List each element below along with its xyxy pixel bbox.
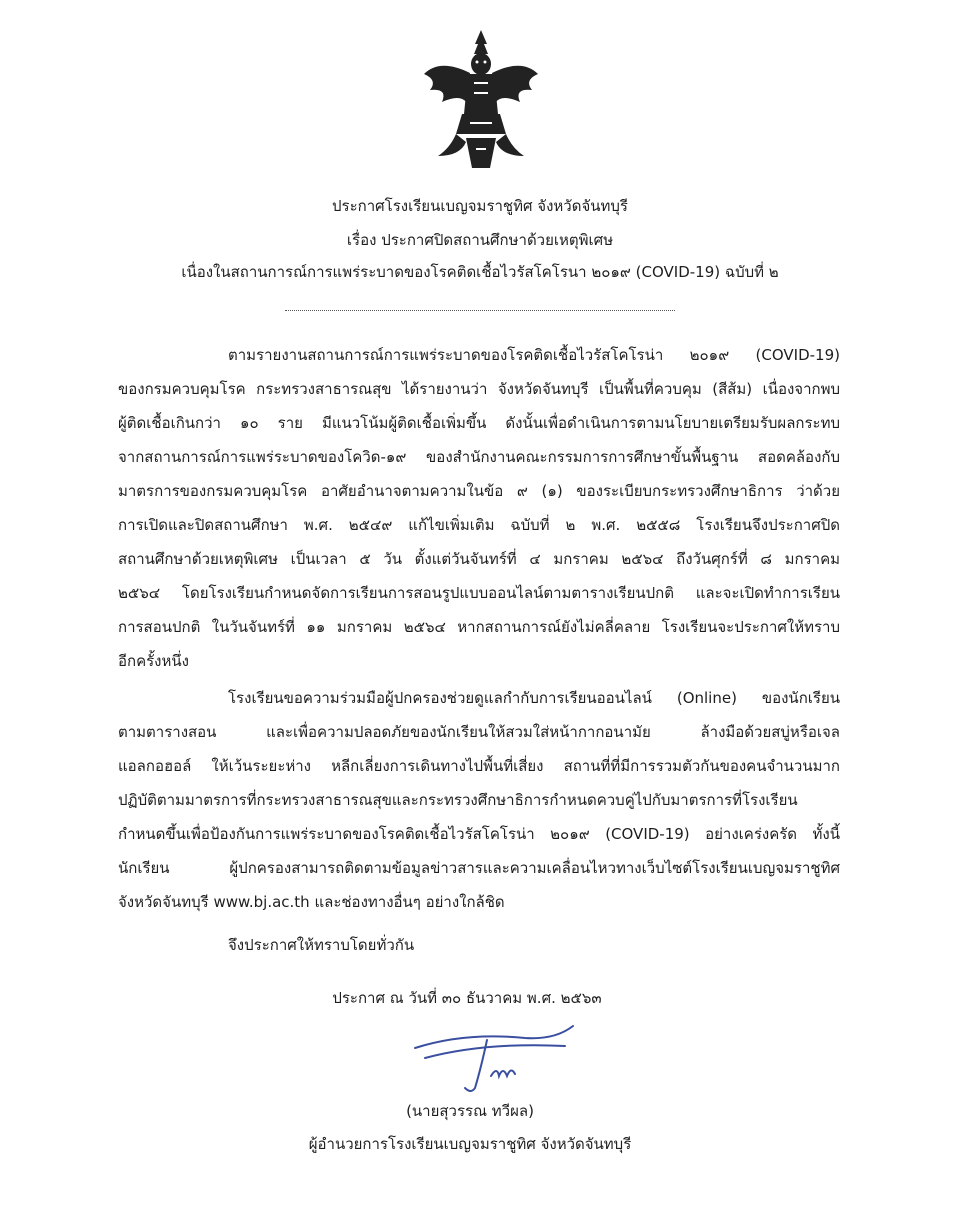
body-line: จังหวัดจันทบุรี www.bj.ac.th และช่องทางอื่นๆ อย่างใกล้ชิด <box>118 893 505 911</box>
body-line: โรงเรียนขอความร่วมมือผู้ปกครองช่วยดูแลกำกับการเรียนออนไลน์ (Online) ของนักเรียน <box>228 689 840 707</box>
signature <box>405 1018 585 1098</box>
body-line: การเปิดและปิดสถานศึกษา พ.ศ. ๒๕๔๙ แก้ไขเพิ่มเติม ฉบับที่ ๒ พ.ศ. ๒๕๕๘ โรงเรียนจึงประกาศปิด <box>118 516 840 534</box>
announcement-date: ประกาศ ณ วันที่ ๓๐ ธันวาคม พ.ศ. ๒๕๖๓ <box>332 989 602 1007</box>
body-line: กำหนดขึ้นเพื่อป้องกันการแพร่ระบาดของโรคติดเชื้อไวรัสโคโรน่า ๒๐๑๙ (COVID-19) อย่างเคร่งครัด ทั้งนี้ <box>118 825 840 843</box>
body-line: สถานศึกษาด้วยเหตุพิเศษ เป็นเวลา ๕ วัน ตั้งแต่วันจันทร์ที่ ๔ มกราคม ๒๕๖๔ ถึงวันศุกร์ที่ ๘ มกราคม <box>118 550 840 568</box>
announcement-subtitle: เนื่องในสถานการณ์การแพร่ระบาดของโรคติดเชื้อไวรัสโคโรนา ๒๐๑๙ (COVID-19) ฉบับที่ ๒ <box>181 263 779 281</box>
closing-line: จึงประกาศให้ทราบโดยทั่วกัน <box>228 936 415 954</box>
body-line: มาตรการของกรมควบคุมโรค อาศัยอำนาจตามความในข้อ ๙ (๑) ของระเบียบกระทรวงศึกษาธิการ ว่าด้วย <box>118 482 840 500</box>
body-line: ๒๕๖๔ โดยโรงเรียนกำหนดจัดการเรียนการสอนรูปแบบออนไลน์ตามตารางเรียนปกติ และจะเปิดทำการเรียน <box>118 584 840 602</box>
body-line: ตามรายงานสถานการณ์การแพร่ระบาดของโรคติดเชื้อไวรัสโคโรน่า ๒๐๑๙ (COVID-19) <box>228 346 840 364</box>
body-line: นักเรียน ผู้ปกครองสามารถติดตามข้อมูลข่าวสารและความเคลื่อนไหวทางเว็บไซต์โรงเรียนเบญจมราชูทิศ <box>118 859 840 877</box>
garuda-emblem-icon <box>420 28 542 173</box>
announcement-subject: เรื่อง ประกาศปิดสถานศึกษาด้วยเหตุพิเศษ <box>346 231 614 249</box>
signer-position: ผู้อำนวยการโรงเรียนเบญจมราชูทิศ จังหวัดจันทบุรี <box>308 1135 632 1153</box>
announcement-title: ประกาศโรงเรียนเบญจมราชูทิศ จังหวัดจันทบุรี <box>332 197 628 215</box>
body-line: แอลกอฮอล์ ให้เว้นระยะห่าง หลีกเลี่ยงการเดินทางไปพื้นที่เสี่ยง สถานที่ที่มีการรวมตัวกันของคนจำนวนมาก <box>118 757 840 775</box>
divider <box>285 310 675 311</box>
body-line: จากสถานการณ์การแพร่ระบาดของโควิด-๑๙ ของสำนักงานคณะกรรมการการศึกษาขั้นพื้นฐาน สอดคล้องกับ <box>118 448 840 466</box>
body-line: การสอนปกติ ในวันจันทร์ที่ ๑๑ มกราคม ๒๕๖๔ หากสถานการณ์ยังไม่คลี่คลาย โรงเรียนจะประกาศให้ทราบ <box>118 618 840 636</box>
body-line: ผู้ติดเชื้อเกินกว่า ๑๐ ราย มีแนวโน้มผู้ติดเชื้อเพิ่มขึ้น ดังนั้นเพื่อดำเนินการตามนโยบายเตรียมรับผลกระทบ <box>118 414 840 432</box>
body-line: ของกรมควบคุมโรค กระทรวงสาธารณสุข ได้รายงานว่า จังหวัดจันทบุรี เป็นพื้นที่ควบคุม (สีส้ม) เนื่องจากพบ <box>118 380 840 398</box>
body-line: อีกครั้งหนึ่ง <box>118 652 189 670</box>
signer-name: (นายสุวรรณ ทวีผล) <box>406 1102 534 1120</box>
body-line: ปฏิบัติตามมาตรการที่กระทรวงสาธารณสุขและกระทรวงศึกษาธิการกำหนดควบคู่ไปกับมาตรการที่โรงเรียน <box>118 791 798 809</box>
body-line: ตามตารางสอน และเพื่อความปลอดภัยของนักเรียนให้สวมใส่หน้ากากอนามัย ล้างมือด้วยสบู่หรือเจล <box>118 723 840 741</box>
